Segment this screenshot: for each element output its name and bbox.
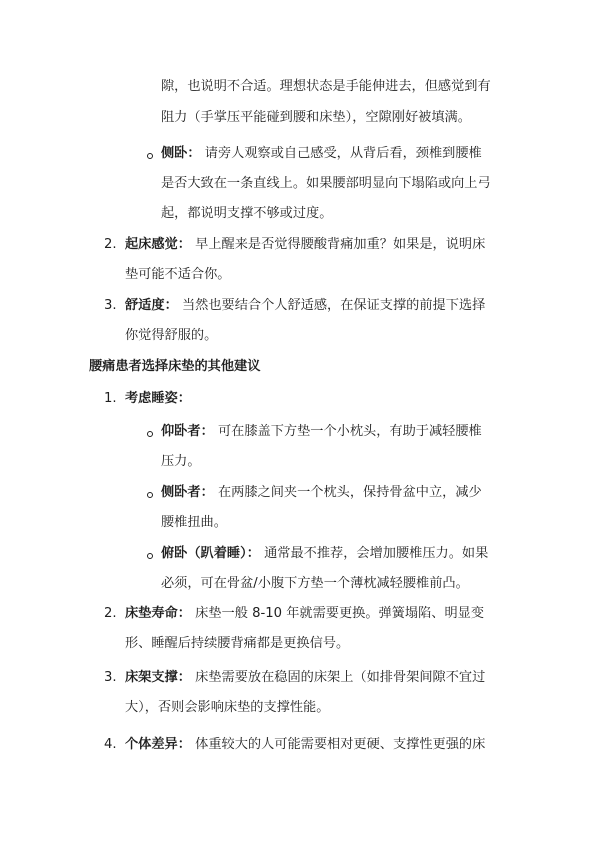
list-item-bed-frame — [125, 668, 485, 688]
term-label: 床架支撑 — [125, 670, 178, 685]
list-item-wake-feeling — [125, 235, 485, 255]
paragraph-line: 必须，可在骨盆/小腹下方垫一个薄枕减轻腰椎前凸。 — [161, 576, 469, 591]
list-number: 2. — [104, 237, 117, 252]
item-text: 床垫一般 8-10 年就需要更换。弹簧塌陷、明显变 — [195, 606, 485, 621]
term-label: 床垫寿命 — [125, 606, 178, 621]
paragraph-line: 形、睡醒后持续腰背痛都是更换信号。 — [125, 636, 350, 651]
paragraph-line: 阻力（手掌压平能碰到腰和床垫），空隙刚好被填满。 — [161, 110, 471, 125]
term-separator: ： — [200, 485, 214, 500]
bullet-marker — [147, 553, 153, 559]
paragraph-line: 压力。 — [161, 454, 201, 469]
list-number: 4. — [104, 737, 117, 752]
list-number: 2. — [104, 606, 117, 621]
paragraph-line: 腰椎扭曲。 — [161, 515, 227, 530]
paragraph-line: 你觉得舒服的。 — [125, 328, 218, 343]
list-item-individual-difference — [125, 735, 485, 755]
item-text: 在两膝之间夹一个枕头，保持骨盆中立，减少 — [217, 485, 482, 500]
term-separator: ： — [177, 670, 191, 685]
term-label: 起床感觉 — [125, 237, 178, 252]
term-separator: ： — [187, 146, 201, 161]
term-separator: ： — [164, 298, 178, 313]
list-item-supine — [161, 422, 482, 442]
bullet-marker — [147, 492, 153, 498]
item-text: 床垫需要放在稳固的床架上（如排骨架间隙不宜过 — [195, 670, 486, 685]
term-separator: ： — [177, 737, 191, 752]
term-label: 侧卧 — [161, 146, 188, 161]
item-text: 早上醒来是否觉得腰酸背痛加重？如果是，说明床 — [195, 237, 486, 252]
item-text: 当然也要结合个人舒适感，在保证支撑的前提下选择 — [181, 298, 486, 313]
paragraph-line: 起，都说明支撑不够或过度。 — [161, 206, 333, 221]
bullet-marker — [147, 431, 153, 437]
term-separator: ： — [246, 546, 260, 561]
list-number: 1. — [104, 391, 117, 406]
list-item-side — [161, 483, 482, 503]
item-text: 可在膝盖下方垫一个小枕头，有助于减轻腰椎 — [217, 424, 482, 439]
list-item-comfort — [125, 296, 485, 316]
term-label: 个体差异 — [125, 737, 178, 752]
term-separator: ： — [200, 424, 214, 439]
paragraph-line: 是否大致在一条直线上。如果腰部明显向下塌陷或向上弓 — [161, 176, 491, 191]
term-label: 侧卧者 — [161, 485, 201, 500]
list-number: 3. — [104, 298, 117, 313]
list-item-side-sleep — [161, 144, 482, 164]
term-separator: ： — [177, 606, 191, 621]
item-text: 请旁人观察或自己感受，从背后看，颈椎到腰椎 — [204, 146, 482, 161]
paragraph-line: 垫可能不适合你。 — [125, 267, 231, 282]
list-number: 3. — [104, 670, 117, 685]
list-item-prone — [161, 544, 488, 564]
term-label: 俯卧（趴着睡） — [161, 546, 247, 561]
item-text: 体重较大的人可能需要相对更硬、支撑性更强的床 — [195, 737, 486, 752]
list-item-sleep-posture: 考虑睡姿： — [125, 391, 191, 406]
paragraph-line: 大），否则会影响床垫的支撑性能。 — [125, 700, 330, 715]
term-separator: ： — [177, 237, 191, 252]
list-item-mattress-life — [125, 604, 484, 624]
term-label: 仰卧者 — [161, 424, 201, 439]
paragraph-line: 隙，也说明不合适。理想状态是手能伸进去，但感觉到有 — [161, 79, 491, 94]
term-label: 舒适度 — [125, 298, 165, 313]
bullet-marker — [147, 153, 153, 159]
item-text: 通常最不推荐，会增加腰椎压力。如果 — [264, 546, 489, 561]
section-heading: 腰痛患者选择床垫的其他建议 — [89, 359, 261, 374]
